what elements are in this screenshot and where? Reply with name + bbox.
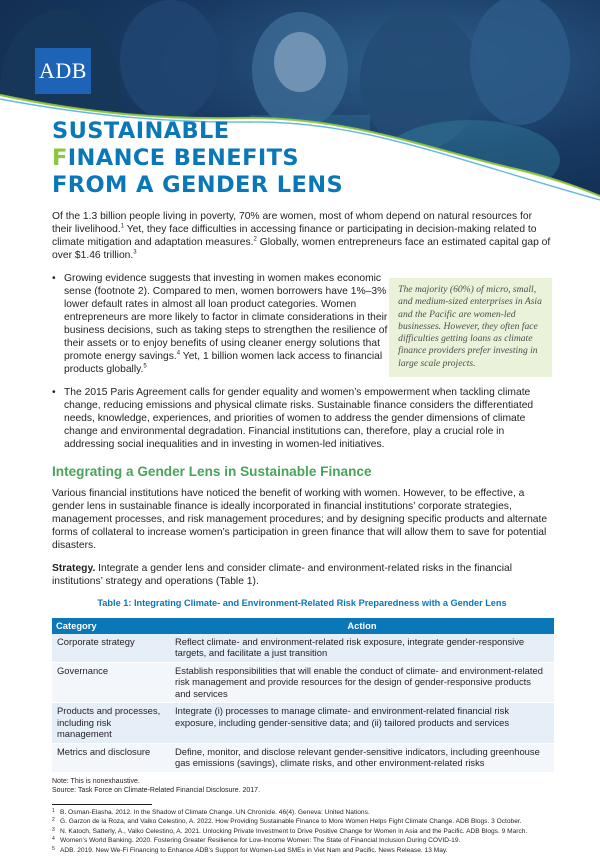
footnote: 5 ADB. 2019. New We-Fi Financing to Enhance ADB’s Support for Women-Led SMEs in Viet Nam and Pacific. News Release. 13 May. <box>52 845 448 854</box>
footnote: 4 Women’s World Banking. 2020. Fostering Greater Resilience for Low-Income Women: The State of Financial Inclusion During COVID-19. <box>52 836 461 845</box>
footnote: 2 G. Garzon de la Roza, and Valko Celestino, A. 2022. How Providing Sustainable Finance to More Women Helps Fight Climate Change. ADB Blogs. 3 October. <box>52 817 522 826</box>
footnote-ref: 1 <box>120 223 125 230</box>
table-cell-category: Corporate strategy <box>52 634 170 663</box>
footnote-ref: 4 <box>176 350 181 357</box>
table-row <box>52 634 554 663</box>
title-line-3: FROM A GENDER LENS <box>52 172 344 198</box>
table-source: Source: Task Force on Climate-Related Financial Disclosure. 2017. <box>52 787 261 795</box>
bullet-point-paris-agreement: • The 2015 Paris Agreement calls for gender equality and women’s empowerment when tackling climate change, reducing emissions and physical climate risks. Sustainable finance considers the differentiated needs, knowledge, experiences, and priorities of women to address the gender dimensions of climate change and environmental degradation. Financial institutions can, therefore, play a crucial role in addressing social inequalities and in investing in women-led initiatives. <box>52 386 552 451</box>
header-photo-band <box>0 0 600 205</box>
strategy-paragraph: Strategy. Integrate a gender lens and consider climate- and environment-related risks in the financial institutions’ strategy and operations (Table 1). <box>52 563 512 588</box>
table-cell-action: Define, monitor, and disclose relevant gender-sensitive indicators, including greenhouse gas emissions (savings), climate risks, and other environment-related risks <box>170 743 554 772</box>
callout-box: The majority (60%) of micro, small, and medium-sized enterprises in Asia and the Pacific are women-led businesses. However, they often face difficulties getting loans as climate finance providers prefer investing in large scale projects. <box>389 278 552 377</box>
table-caption: Table 1: Integrating Climate- and Environment-Related Risk Preparedness with a Gender Lens <box>97 598 507 609</box>
footnote-ref: 3 <box>133 249 137 256</box>
title-line-2-rest: INANCE BENEFITS <box>67 145 299 171</box>
section-paragraph: Various financial institutions have noticed the benefit of working with women. However, to be effective, a gender lens in sustainable finance is ideally incorporated in financial institutions’ corporate strategies, management processes, and risk management procedures; and by designing specific products and alternate forms of collateral to increase women’s participation in green finance that will allow them to save for potential disasters. <box>52 488 548 552</box>
adb-logo-text: ADB <box>39 58 87 83</box>
footnote-ref: 2 <box>253 236 257 243</box>
title-line-1: SUSTAINABLE <box>52 118 230 144</box>
strategy-label: Strategy. <box>52 563 96 575</box>
table-row <box>52 743 554 772</box>
title-line-2 <box>52 145 343 172</box>
adb-logo[interactable] <box>35 48 91 94</box>
footnote: 3 N. Katoch, Satterly, A., Valko Celestino, A. 2021. Unlocking Private Investment to Drive Positive Change for Women in Asia and the Pacific. ADB Blogs. 9 March. <box>52 826 528 835</box>
intro-paragraph: Of the 1.3 billion people living in poverty, 70% are women, most of whom depend on natural resources for their livelihood.$^1$ Yet, they face difficulties in accessing finance or participating in decision-making related to climate mitigation and adaptation measures.$^2$ Globally, women entrepreneurs face an estimated capital gap of over $1.46 trillion.$^3$ <box>52 211 551 261</box>
page-title <box>52 118 343 199</box>
table-cell-category: Products and processes, including risk management <box>52 703 170 744</box>
footnote: 1 B. Osman-Elasha. 2012. In the Shadow of Climate Change. UN Chronicle. 46(4). Geneva: United Nations. <box>52 807 370 816</box>
title-green-letter: F <box>52 145 68 171</box>
table-header-row <box>52 618 554 634</box>
footnote-divider <box>52 804 152 805</box>
footnotes-list <box>52 808 552 856</box>
header-category: Category <box>52 618 170 634</box>
header-action: Action <box>170 618 554 634</box>
table-note: Note: This is nonexhaustive. <box>52 777 140 785</box>
section-heading: Integrating a Gender Lens in Sustainable Finance <box>52 464 372 480</box>
bullet-point-evidence: • Growing evidence suggests that investing in women makes economic sense (footnote 2). Compared to men, women borrowers have 1%–3% lower default rates in almost all loan product categories. Women entrepreneurs are more likely to factor in climate considerations in their business decisions, such as taking steps to strengthen the resilience of their assets or to enjoy benefits of using cleaner energy solutions that promote energy savings.$^4$ Yet, 1 billion women lack access to financial products globally.$^5$ <box>52 272 389 377</box>
table-cell-category: Metrics and disclosure <box>52 743 170 772</box>
table-cell-action: Integrate (i) processes to manage climate- and environment-related financial risk exposure, including gender-sensitive data; and (ii) tailored products and services <box>170 703 554 744</box>
bullet-callout-row <box>52 272 552 377</box>
table-row <box>52 662 554 703</box>
table-cell-action: Reflect climate- and environment-related risk exposure, integrate gender-responsive targets, and facilitate a just transition <box>170 634 554 663</box>
table-cell-category: Governance <box>52 662 170 703</box>
table-cell-action: Establish responsibilities that will enable the conduct of climate- and environment-related risk management and provide resources for the design of gender-responsive products and services <box>170 662 554 703</box>
footnote-ref: 5 <box>143 363 147 370</box>
table-row <box>52 703 554 744</box>
document-body <box>52 210 552 856</box>
risk-preparedness-table <box>52 618 554 773</box>
table-notes <box>52 777 552 796</box>
